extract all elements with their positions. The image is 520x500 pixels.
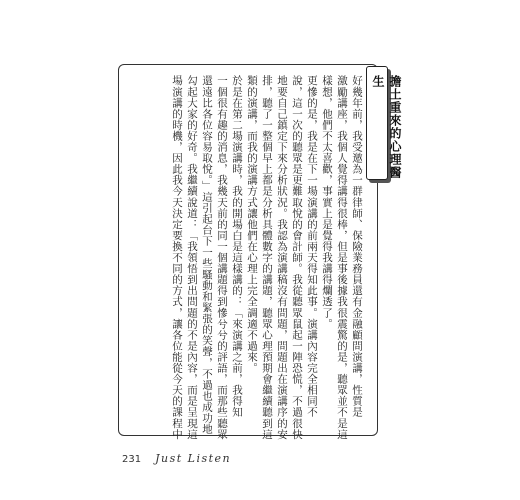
text-line: 還遠比各位容易取悅。」這引起台下一些騷動和緊張的笑聲，不過也成功地 <box>201 75 213 435</box>
text-line: 一個很有趣的消息，我幾天前的同一個講題得到慘兮兮的評語，而那些聽眾 <box>216 75 228 440</box>
page-number: 231 <box>122 454 142 465</box>
text-line: 好幾年前，我受邀為一群律師、保險業務員還有金融顧問演講，性質是 <box>351 75 363 418</box>
text-line: 說，這一次的聽眾是更難取悅的會計師。我從聽眾鼠起一陣恐慌，不過很快 <box>291 75 303 440</box>
text-line: 類的演講，而我的演講方式讓他們在心理上完全調適不過來。 <box>246 75 258 374</box>
text-line: 排，聽了一整個早上都是分析具體數字的講題，聽眾心理預期會繼續聽到這 <box>261 75 273 440</box>
text-line: 於是在第二場演講時，我的開場白是這樣講的：「來演講之前，我得知 <box>231 75 243 418</box>
book-title: Just Listen <box>155 452 232 465</box>
text-line: 場演講的時機，因此我今天決定要換不同的方式，讓各位能從今天的課程中 <box>171 75 183 440</box>
text-line: 更慘的是，我是在下一場演講的前兩天得知此事。演講內容完全相同不 <box>306 75 318 418</box>
text-frame <box>118 64 378 440</box>
body-text <box>171 75 363 440</box>
section-title: 擔土重來的心理醫生 <box>371 75 402 179</box>
text-line: 樣想，他們不太喜歡，事實上是覺得我講得爛透了。 <box>321 75 333 330</box>
page-footer <box>122 452 231 465</box>
text-line: 地要自己鎮定下來分析狀況。我認為演講稿沒有問題，問題出在演講序的安 <box>276 75 288 440</box>
section-title-tab <box>366 66 402 180</box>
text-line: 激勵講座，我個人覺得講得很棒，但是事後據我很震驚的是，聽眾並不是這 <box>336 75 348 440</box>
text-line: 勾起大家的好奇。我繼續說道：「我領悟到出問題的不是內容，而是呈現這 <box>186 75 198 440</box>
